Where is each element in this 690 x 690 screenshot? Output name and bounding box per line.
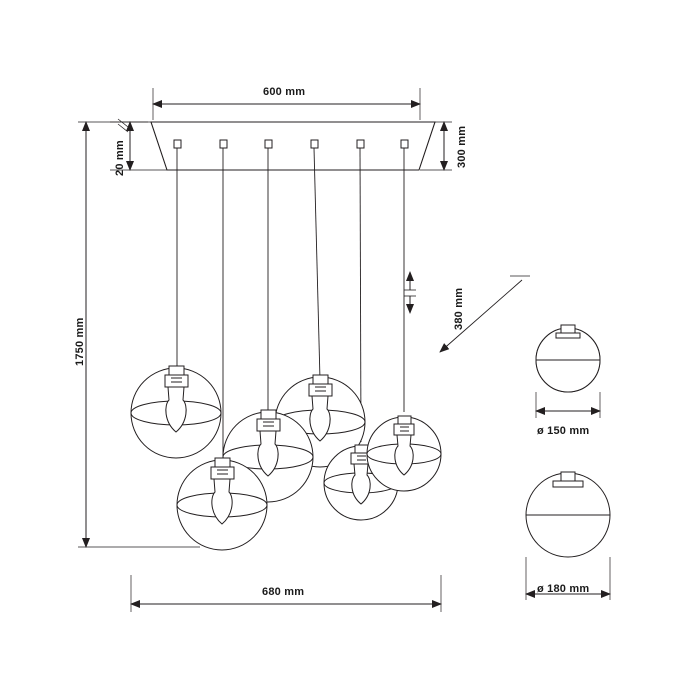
dim-1750mm bbox=[78, 122, 200, 547]
label-canopy-height: 300 mm bbox=[456, 125, 468, 168]
label-canopy-width: 600 mm bbox=[263, 86, 306, 98]
canopy-body bbox=[151, 122, 435, 170]
label-cable-adjust: 380 mm bbox=[453, 287, 465, 330]
label-large-shade-diameter: ø 180 mm bbox=[537, 583, 590, 595]
dim-380mm bbox=[404, 272, 530, 352]
label-total-height: 1750 mm bbox=[74, 317, 86, 366]
detail-large-shade bbox=[526, 472, 610, 557]
detail-small-dim-line bbox=[536, 392, 600, 418]
lamp-1 bbox=[131, 366, 221, 458]
label-small-shade-diameter: ø 150 mm bbox=[537, 425, 590, 437]
label-overall-width: 680 mm bbox=[262, 586, 305, 598]
lamp-6 bbox=[367, 416, 441, 491]
detail-small-shade bbox=[536, 325, 600, 392]
label-canopy-thickness: 20 mm bbox=[114, 140, 126, 176]
